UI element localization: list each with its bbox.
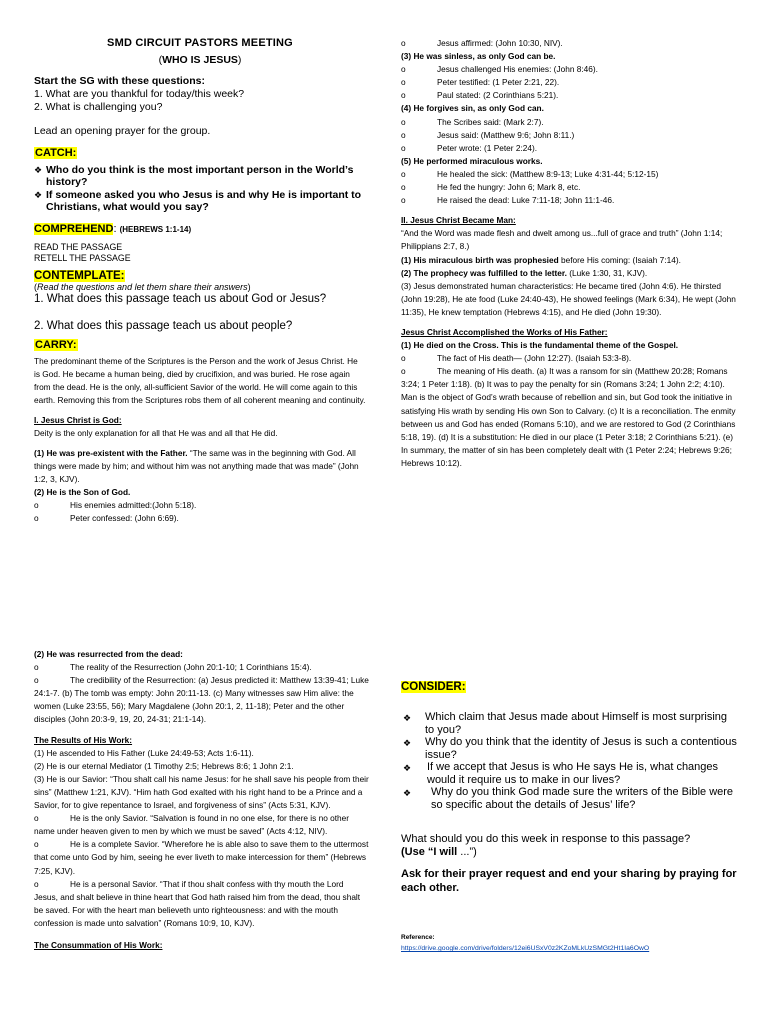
list-item-text: He is a personal Savior. “That if thou shalt confess with thy mouth the Lord Jesus, and shalt believe in thine heart that God hath raised him from the dead, thou shalt be saved. For with the heart man believeth unto righteousness: and with the mouth confession is made unto salvation” (Romans 10:9, 10, KJV). xyxy=(34,878,361,928)
point-prophecy-fulfilled xyxy=(401,267,739,280)
o-bullet-icon: o xyxy=(34,499,39,510)
o-bullet-icon: o xyxy=(401,38,406,48)
diamond-bullet-icon: ❖ xyxy=(34,190,43,200)
list-item xyxy=(34,674,369,726)
intro-question-2: 2. What is challenging you? xyxy=(34,101,163,113)
reference-label: Reference: xyxy=(401,934,435,941)
contemplate-heading: CONTEMPLATE: xyxy=(34,270,125,282)
column-top-left xyxy=(34,37,366,525)
point-miraculous-works: (5) He performed miraculous works. xyxy=(401,155,543,166)
list-item xyxy=(34,838,369,877)
note-text: Read the questions and let them share their answers xyxy=(37,282,248,292)
point-forgives-sin: (4) He forgives sin, as only God can. xyxy=(401,103,544,114)
column-bottom-left xyxy=(34,648,369,952)
intro-start: Start the SG with these questions: xyxy=(34,75,205,87)
section-3-heading: Jesus Christ Accomplished the Works of His Father: xyxy=(401,326,608,337)
o-bullet-icon: o xyxy=(401,366,406,377)
list-item-text: Peter wrote: (1 Peter 2:24). xyxy=(437,142,538,153)
list-item-text: He healed the sick: (Matthew 8:9-13; Luke 4:31-44; 5:12-15) xyxy=(437,168,659,179)
consider-heading: CONSIDER: xyxy=(401,681,466,693)
week-response-question xyxy=(401,833,739,859)
column-bottom-right xyxy=(401,681,739,952)
list-item xyxy=(401,194,739,207)
o-bullet-icon: o xyxy=(34,839,39,850)
comprehend-heading: COMPREHEND xyxy=(34,223,114,235)
point-human-characteristics: (3) Jesus demonstrated human characteristics: He became tired (John 4:6). He thirsted (John 19:28), He ate food (Luke 24:40-43), He showed feelings (Mark 6:34), He wept (John 11:35), He knew temptation (Hebrews 4:15), and He died (John 19:30). xyxy=(401,280,736,317)
list-item xyxy=(34,512,366,525)
prayer-request-instruction: Ask for their prayer request and end your sharing by praying for each other. xyxy=(401,868,737,894)
use-i-will-rest: ...”) xyxy=(457,846,477,858)
carry-section xyxy=(34,338,366,352)
o-bullet-icon: o xyxy=(401,142,406,153)
catch-item-text: If someone asked you who Jesus is and why He is important to Christians, what would you say? xyxy=(46,189,362,213)
use-i-will-bold: (Use “I will xyxy=(401,846,458,858)
list-item-text: The reality of the Resurrection (John 20:1-10; 1 Corinthians 15:4). xyxy=(70,662,312,673)
o-bullet-icon: o xyxy=(401,64,406,75)
result-mediator: (2) He is our eternal Mediator (1 Timothy 2:5; Hebrews 8:6; 1 John 2:1. xyxy=(34,760,294,771)
o-bullet-icon: o xyxy=(401,182,406,193)
list-item-text: His enemies admitted:(John 5:18). xyxy=(70,499,197,510)
point-bold: (1) His miraculous birth was prophesied xyxy=(401,254,559,265)
point-text: “The same was in the beginning with God. All things were made by him; and without him was not anything made that was made” (John 1:2, 3, KJV). xyxy=(34,447,359,484)
comprehend-colon: : xyxy=(113,223,120,235)
result-savior: (3) He is our Savior: “Thou shalt call his name Jesus: for he shall save his people from their sins” (Matthew 1:21, KJV). “Him hath God exalted with his right hand to be a Prince and a Savior, for to give repentance to Israel, and forgiveness of sins” (Acts 5:31, KJV). xyxy=(34,773,369,811)
list-item-text: Peter testified: (1 Peter 2:21, 22). xyxy=(437,77,560,88)
o-bullet-icon: o xyxy=(34,513,39,524)
diamond-bullet-icon: ❖ xyxy=(403,788,412,798)
section-1-text: Deity is the only explanation for all that He was and all that He did. xyxy=(34,428,278,439)
list-item-text: He is a complete Savior. “Wherefore he is able also to save them to the uttermost that come unto God by him, seeing he ever liveth to make intercession for them” (Hebrews 7:25, KJV). xyxy=(34,839,369,876)
list-item-text: He raised the dead: Luke 7:11-18; John 11:1-46. xyxy=(437,195,615,206)
consider-item xyxy=(401,761,739,786)
o-bullet-icon: o xyxy=(401,77,406,88)
note-paren-open: ( xyxy=(34,282,37,292)
consider-list xyxy=(401,711,739,811)
result-ascended: (1) He ascended to His Father (Luke 24:49-53; Acts 1:6-11). xyxy=(34,747,254,758)
list-item xyxy=(401,76,739,89)
week-question-text: What should you do this week in response to this passage? xyxy=(401,833,691,845)
o-bullet-icon: o xyxy=(34,878,39,889)
retell-passage: RETELL THE PASSAGE xyxy=(34,253,131,263)
contemplate-section xyxy=(34,270,366,282)
o-bullet-icon: o xyxy=(401,129,406,140)
diamond-bullet-icon: ❖ xyxy=(403,738,412,748)
list-item-text: Jesus said: (Matthew 9:6; John 8:11.) xyxy=(437,129,575,140)
subtitle-text: WHO IS JESUS xyxy=(162,54,238,66)
section-2-heading: II. Jesus Christ Became Man: xyxy=(401,215,516,226)
subtitle-paren-open: ( xyxy=(158,54,163,66)
point-sinless: (3) He was sinless, as only God can be. xyxy=(401,51,556,62)
note-paren-close: ) xyxy=(247,282,251,292)
read-passage: READ THE PASSAGE xyxy=(34,242,123,252)
o-bullet-icon: o xyxy=(401,90,406,101)
point-preexistent xyxy=(34,447,366,486)
list-item xyxy=(401,142,739,155)
catch-item xyxy=(34,164,366,188)
list-item xyxy=(401,365,739,470)
section-1-heading: I. Jesus Christ is God: xyxy=(34,415,122,426)
catch-list xyxy=(34,164,366,213)
point-bold: (1) He was pre-existent with the Father. xyxy=(34,447,188,458)
opening-prayer-line: Lead an opening prayer for the group. xyxy=(34,125,211,137)
o-bullet-icon: o xyxy=(401,195,406,206)
point-birth-prophesied xyxy=(401,254,739,267)
list-item xyxy=(401,129,739,142)
consider-item-text: Why do you think that the identity of Jesus is such a contentious issue? xyxy=(425,736,737,761)
o-bullet-icon: o xyxy=(34,662,39,673)
contemplate-question-1: 1. What does this passage teach us about God or Jesus? xyxy=(34,293,327,305)
list-item-text: The meaning of His death. (a) It was a ransom for sin (Matthew 20:28; Romans 3:24; 1 Peter 1:18). (b) It was to pay the penalty for sin (Romans 3:24; 1 John 2:2; 4:10). Man is the object of God’s wrath because of rebellion and sin, but God took the initiative in satisfying His wrath by sending His own Son to Calvary. (c) It is a reconciliation. The enmity between us and God has ended (Romans 5:10), and we are restored to God (2 Corinthians 5:18, 19). (d) It is a substitution: He died in our place (1 Peter 3:18; 2 Corinthians 5:21). (e) In summary, the matter of sin has been completely dealt with (1 Peter 2:24; Hebrews 9:26; Hebrews 10:12). xyxy=(401,366,736,468)
list-item xyxy=(34,661,369,674)
diamond-bullet-icon: ❖ xyxy=(403,763,412,773)
list-item-text: The credibility of the Resurrection: (a) Jesus predicted it: Matthew 13:39-41; Luke 24:1-7. (b) The tomb was empty: John 20:11-13. (c) Many witnesses saw Him alive: the women (Luke 23:55, 56); Mary Magdalene (John 20:1, 2, 11-18); Peter and the other disciples (John 20:3-9, 19, 20, 24-31; 21:1-14). xyxy=(34,675,369,725)
consider-item-text: If we accept that Jesus is who He says He is, what changes would it require us to make in our lives? xyxy=(427,761,719,786)
contemplate-question-2: 2. What does this passage teach us about people? xyxy=(34,320,293,332)
list-item xyxy=(34,499,366,512)
consider-item xyxy=(401,786,739,811)
column-top-right xyxy=(401,37,739,470)
subtitle-paren-close: ) xyxy=(237,54,242,66)
diamond-bullet-icon: ❖ xyxy=(34,165,43,175)
point-text: (Luke 1:30, 31, KJV). xyxy=(566,267,648,278)
o-bullet-icon: o xyxy=(401,168,406,179)
consider-item-text: Which claim that Jesus made about Himself is most surprising to you? xyxy=(425,711,727,736)
list-item xyxy=(401,116,739,129)
list-item xyxy=(401,89,739,102)
carry-intro: The predominant theme of the Scriptures is the Person and the work of Jesus Christ. He is God. He became a human being, died by crucifixion, and was buried. He rose again from the dead. He is the only, all-sufficient Savior of the world. He will come again to this earth. Removing this from the Scriptures robs them of all coherent meaning and continuity. xyxy=(34,356,366,406)
catch-section xyxy=(34,146,366,160)
list-item-text: The Scribes said: (Mark 2:7). xyxy=(437,116,544,127)
carry-heading: CARRY: xyxy=(35,339,77,351)
document-subtitle xyxy=(34,54,366,66)
consummation-heading: The Consummation of His Work: xyxy=(34,939,163,950)
list-item-text: Peter confessed: (John 6:69). xyxy=(70,513,179,524)
catch-heading: CATCH: xyxy=(35,147,77,159)
point-bold: (2) The prophecy was fulfilled to the letter. xyxy=(401,267,567,278)
o-bullet-icon: o xyxy=(34,675,39,686)
reference-link[interactable]: https://drive.google.com/drive/folders/12ei6USxV0z2KZoMLkUzSMGt2Ht1Ia6OwO xyxy=(401,945,650,952)
list-item-text: Paul stated: (2 Corinthians 5:21). xyxy=(437,90,559,101)
list-item-text: He is the only Savior. “Salvation is found in no one else, for there is no other name under heaven given to men by which we must be saved” (Acts 4:12, NIV). xyxy=(34,813,350,837)
list-item xyxy=(34,812,369,838)
catch-item xyxy=(34,189,366,213)
list-item-text: Jesus affirmed: (John 10:30, NIV). xyxy=(437,38,563,48)
list-item xyxy=(401,168,739,181)
list-item xyxy=(401,37,739,50)
consider-item xyxy=(401,711,739,736)
list-item xyxy=(401,181,739,194)
o-bullet-icon: o xyxy=(34,813,39,824)
document-title: SMD CIRCUIT PASTORS MEETING xyxy=(107,37,293,49)
point-resurrected: (2) He was resurrected from the dead: xyxy=(34,649,183,659)
catch-item-text: Who do you think is the most important person in the World’s history? xyxy=(46,164,354,188)
section-2-quote: “And the Word was made flesh and dwelt among us...full of grace and truth” (John 1:14; Philippians 2:7, 8.) xyxy=(401,228,723,252)
consider-item-text: Why do you think God made sure the writers of the Bible were so specific about the details of Jesus’ life? xyxy=(431,786,734,811)
list-item-text: Jesus challenged His enemies: (John 8:46). xyxy=(437,64,598,75)
list-item xyxy=(401,352,739,365)
results-heading: The Results of His Work: xyxy=(34,734,133,745)
list-item xyxy=(34,878,369,930)
point-text: before His coming: (Isaiah 7:14). xyxy=(558,254,681,265)
list-item-text: He fed the hungry: John 6; Mark 8, etc. xyxy=(437,182,581,193)
intro-question-1: 1. What are you thankful for today/this week? xyxy=(34,88,245,100)
list-item xyxy=(401,63,739,76)
consider-item xyxy=(401,736,739,761)
contemplate-note xyxy=(34,282,366,292)
comprehend-section xyxy=(34,223,366,235)
diamond-bullet-icon: ❖ xyxy=(403,713,412,723)
consider-section xyxy=(401,681,739,693)
list-item-text: The fact of His death— (John 12:27). (Isaiah 53:3-8). xyxy=(437,353,632,364)
point-son-of-god: (2) He is the Son of God. xyxy=(34,486,131,497)
o-bullet-icon: o xyxy=(401,353,406,364)
o-bullet-icon: o xyxy=(401,116,406,127)
point-died-on-cross: (1) He died on the Cross. This is the fundamental theme of the Gospel. xyxy=(401,340,679,351)
comprehend-reference: (HEBREWS 1:1-14) xyxy=(119,225,192,234)
